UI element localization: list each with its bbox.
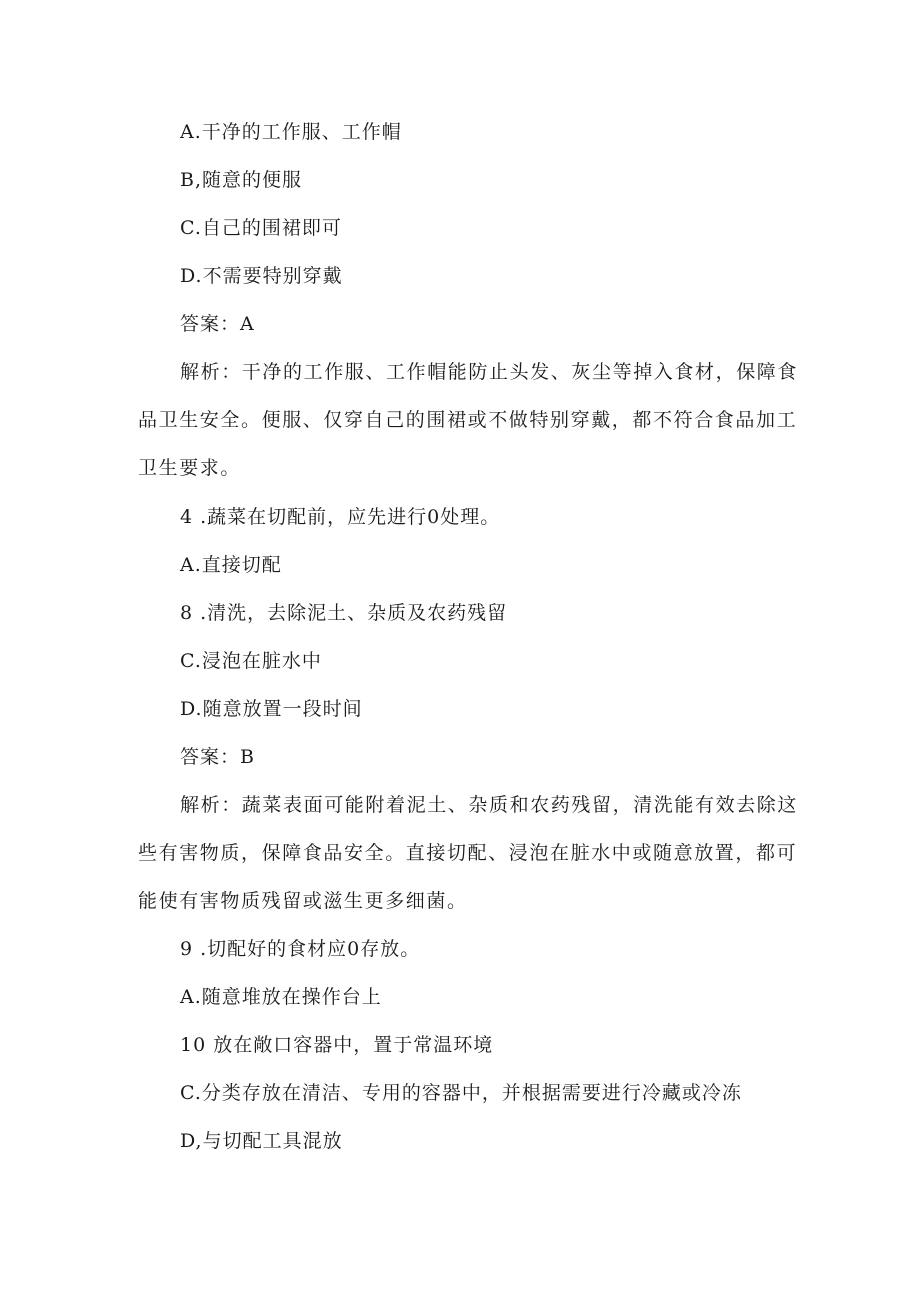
q4-explanation-line: 能使有害物质残留或滋生更多细菌。 — [138, 890, 468, 912]
q3-option-c: C.自己的围裙即可 — [180, 217, 342, 239]
q3-answer: 答案：A — [180, 313, 255, 335]
q4-option-d: D.随意放置一段时间 — [180, 698, 363, 720]
q4-option-b: 8 .清洗，去除泥土、杂质及农药残留 — [180, 602, 508, 624]
q4-question: 4 .蔬菜在切配前，应先进行0处理。 — [180, 506, 501, 528]
q3-explanation-line: 解析：干净的工作服、工作帽能防止头发、灰尘等掉入食材，保障食 — [180, 361, 799, 383]
q3-explanation-line: 品卫生安全。便服、仅穿自己的围裙或不做特别穿戴，都不符合食品加工 — [138, 409, 798, 431]
q5-question: 9 .切配好的食材应0存放。 — [180, 938, 421, 960]
q5-option-c: C.分类存放在清洁、专用的容器中，并根据需要进行冷藏或冷冻 — [180, 1082, 742, 1104]
q3-option-b: B,随意的便服 — [180, 169, 303, 191]
q5-option-b: 10 放在敞口容器中，置于常温环境 — [180, 1034, 494, 1056]
q3-option-a: A.干净的工作服、工作帽 — [180, 121, 402, 143]
q4-explanation-line: 些有害物质，保障食品安全。直接切配、浸泡在脏水中或随意放置，都可 — [138, 842, 798, 864]
q3-option-d: D.不需要特别穿戴 — [180, 265, 343, 287]
q4-explanation-line: 解析：蔬菜表面可能附着泥土、杂质和农药残留，清洗能有效去除这 — [180, 794, 799, 816]
q4-answer: 答案：B — [180, 746, 255, 768]
q4-option-a: A.直接切配 — [180, 554, 282, 576]
q4-option-c: C.浸泡在脏水中 — [180, 650, 322, 672]
q3-explanation-line: 卫生要求。 — [138, 457, 242, 479]
q5-option-a: A.随意堆放在操作台上 — [180, 986, 382, 1008]
q5-option-d: D,与切配工具混放 — [180, 1130, 343, 1152]
